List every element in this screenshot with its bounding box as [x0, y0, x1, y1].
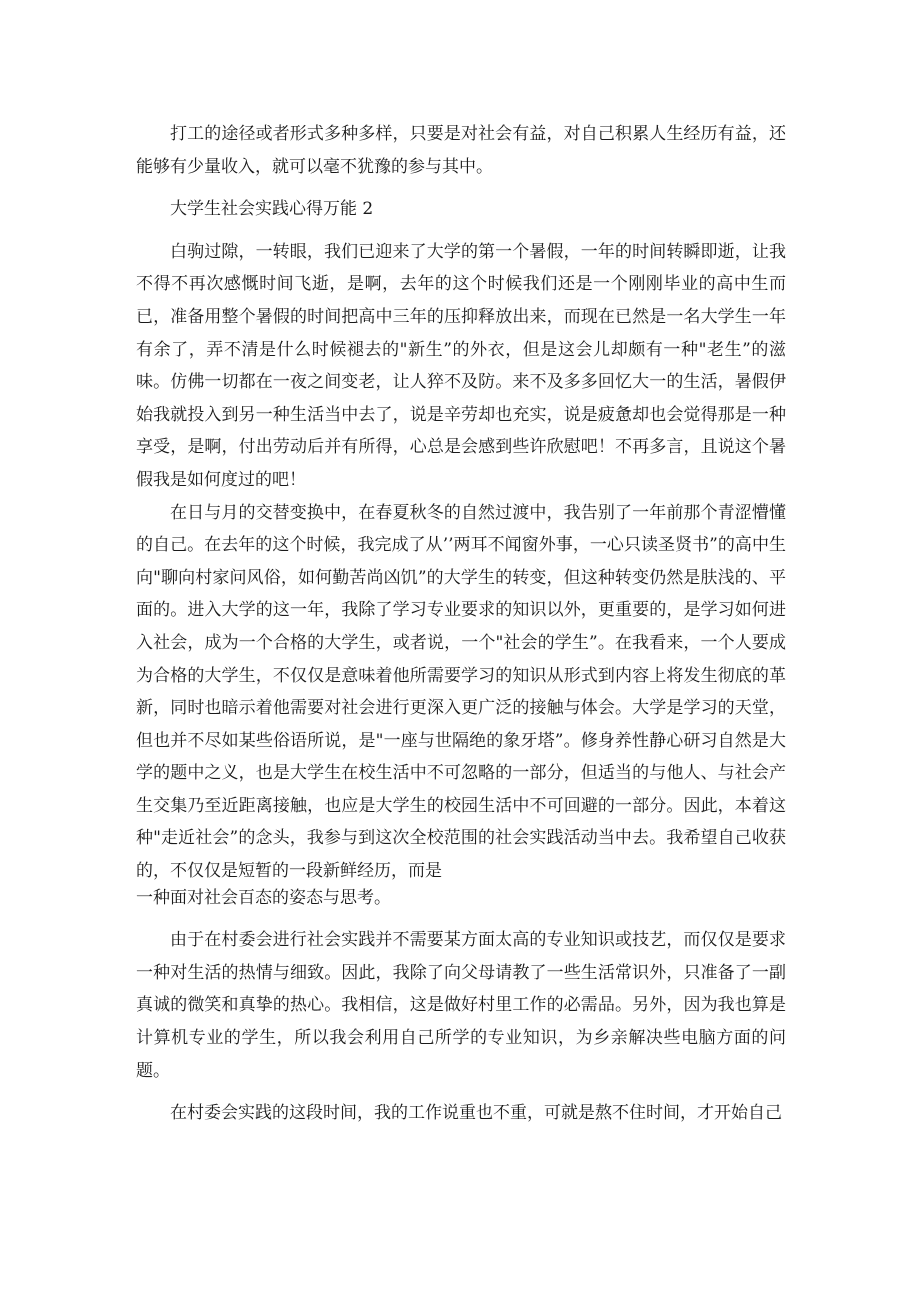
paragraph-3: 在日与月的交替变换中，在春夏秋冬的自然过渡中，我告别了一年前那个青涩懵懂的自己。在去年的这个时候，我完成了从’’两耳不闻窗外事，一心只读圣贤书”的高中生向"聊向村家问风俗，如何勤苦尚凶饥”的大学生的转变，但这种转变仍然是肤浅的、平面的。进入大学的这一年，我除了学习专业要求的知识以外，更重要的，是学习如何进入社会，成为一个合格的大学生，或者说，一个"社会的学生”。在我看来，一个人要成为合格的大学生，不仅仅是意味着他所需要学习的知识从形式到内容上将发生彻底的革新，同时也暗示着他需要对社会进行更深入更广泛的接触与体会。大学是学习的天堂，但也并不尽如某些俗语所说，是"一座与世隔绝的象牙塔”。修身养性静心研习自然是大学的题中之义，也是大学生在校生活中不可忽略的一部分，但适当的与他人、与社会产生交集乃至近距离接触，也应是大学生的校园生活中不可回避的一部分。因此，本着这种"走近社会”的念头，我参与到这次全校范围的社会实践活动当中去。我希望自己收获的，不仅仅是短暂的一段新鲜经历，而是 — [136, 502, 786, 882]
paragraph-4: 由于在村委会进行社会实践并不需要某方面太高的专业知识或技艺，而仅仅是要求一种对生活的热情与细致。因此，我除了向父母请教了一些生活常识外，只准备了一副真诚的微笑和真挚的热心。我相信，这是做好村里工作的必需品。另外，因为我也算是计算机专业的学生，所以我会利用自己所学的专业知识，为乡亲解决些电脑方面的问题。 — [136, 930, 786, 1081]
section-heading: 大学生社会实践心得万能 2 — [170, 199, 374, 220]
paragraph-3-tail: 一种面对社会百态的姿态与思考。 — [136, 887, 391, 908]
paragraph-2: 白驹过隙，一转眼，我们已迎来了大学的第一个暑假，一年的时间转瞬即逝，让我不得不再次感慨时间飞逝，是啊，去年的这个时候我们还是一个刚刚毕业的高中生而已，准备用整个暑假的时间把高中三年的压抑释放出来，而现在已然是一名大学生一年有余了，弄不清是什么时候褪去的"新生”的外衣，但是这会儿却颇有一种"老生”的滋味。仿佛一切都在一夜之间变老，让人猝不及防。来不及多多回忆大一的生活，暑假伊始我就投入到另一种生活当中去了，说是辛劳却也充实，说是疲惫却也会觉得那是一种享受，是啊，付出劳动后并有所得，心总是会感到些许欣慰吧！不再多言，且说这个暑假我是如何度过的吧！ — [136, 241, 786, 490]
paragraph-5: 在村委会实践的这段时间，我的工作说重也不重，可就是熬不住时间，才开始自己 — [170, 1103, 782, 1124]
document-body — [136, 118, 786, 1130]
paragraph-1: 打工的途径或者形式多种多样，只要是对社会有益，对自己积累人生经历有益，还能够有少量收入，就可以毫不犹豫的参与其中。 — [136, 124, 786, 177]
